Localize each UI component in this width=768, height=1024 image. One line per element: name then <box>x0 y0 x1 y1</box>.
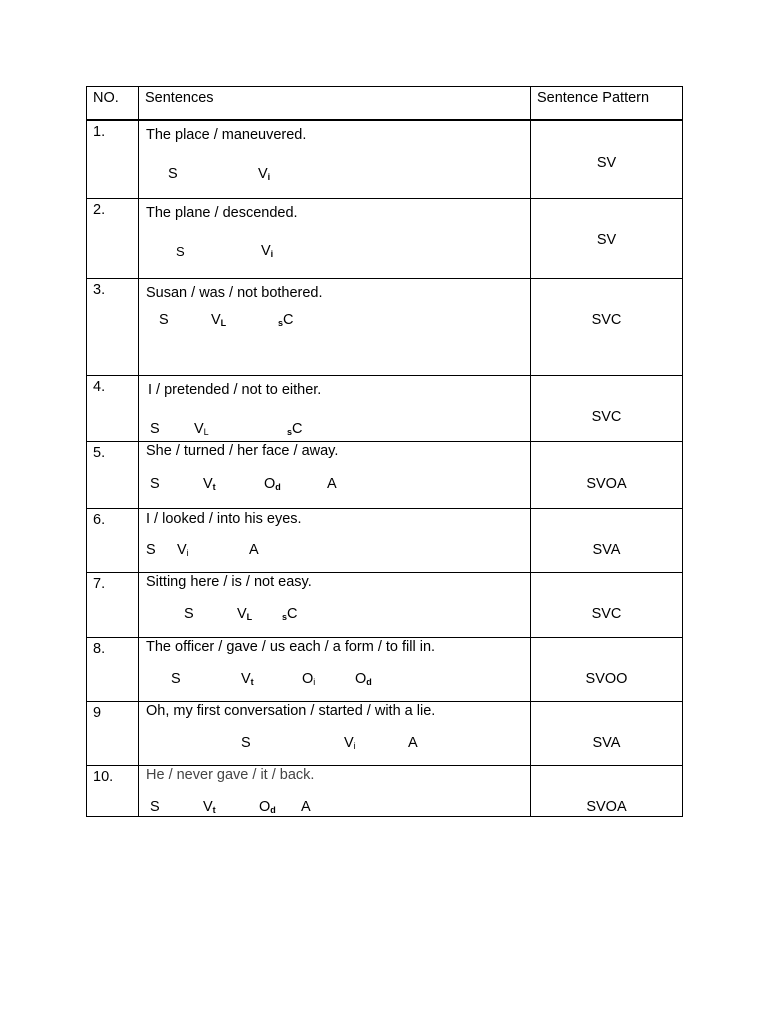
sentence-pattern: SV <box>596 154 617 171</box>
table-row <box>87 442 683 509</box>
tag-verb: $V_i$ <box>344 735 356 751</box>
tag-subject: S <box>176 244 185 259</box>
tag-adverbial: A <box>327 476 337 492</box>
tag-subject: S <box>150 421 160 437</box>
table-row <box>87 702 683 766</box>
tag-verb: $V_i$ <box>177 542 189 558</box>
tag-subject: S <box>150 476 160 492</box>
row-number: 3. <box>93 282 106 298</box>
tag-verb: $V_L$ <box>237 606 253 622</box>
row-number: 8. <box>93 641 106 657</box>
tag-subject: S <box>241 735 251 751</box>
tag-verb: $V_t$ <box>203 476 216 492</box>
tag-object: $O_d$ <box>264 476 281 492</box>
sentence-text: The plane / descended. <box>146 205 298 221</box>
tag-verb: $V_t$ <box>241 671 254 687</box>
row-number: 10. <box>93 769 114 785</box>
tag-complement: sC <box>287 421 303 437</box>
table-row <box>87 199 683 279</box>
table-row <box>87 766 683 817</box>
sentence-text: The place / maneuvered. <box>146 126 307 143</box>
tag-verb: $V_i$ <box>261 243 274 259</box>
row-number: 9 <box>93 705 102 721</box>
sentence-text: I / pretended / not to either. <box>148 382 322 398</box>
row-number: 7. <box>93 576 106 592</box>
table-row <box>87 509 683 573</box>
sentence-pattern: SVA <box>592 735 621 751</box>
tag-subject: S <box>171 671 181 687</box>
sentence-pattern: SVOA <box>586 476 627 492</box>
tag-indirect-object: $O_i$ <box>302 671 316 687</box>
row-number: 2. <box>93 202 106 218</box>
table-row <box>87 573 683 638</box>
header-no: NO. <box>93 90 119 106</box>
tag-verb: $V_L$ <box>211 312 227 328</box>
tag-subject: S <box>146 542 156 558</box>
tag-subject: S <box>184 606 194 622</box>
sentence-text: She / turned / her face / away. <box>146 443 339 459</box>
table-row <box>87 376 683 442</box>
tag-verb: $V_i$ <box>258 165 271 182</box>
sentence-text: He / never gave / it / back. <box>146 767 315 783</box>
table-row <box>87 120 683 199</box>
sentence-pattern: SVA <box>592 542 621 558</box>
tag-verb: $V_L$ <box>194 421 209 437</box>
tag-complement: sC <box>278 312 294 328</box>
tag-adverbial: A <box>301 799 311 815</box>
tag-subject: S <box>150 799 160 815</box>
sentence-pattern: SV <box>596 232 617 248</box>
sentence-pattern: SVOO <box>585 671 628 687</box>
sentence-pattern: SVC <box>591 312 622 328</box>
row-number: 5. <box>93 445 106 461</box>
row-number: 6. <box>93 512 106 528</box>
sentence-pattern-table <box>86 86 683 817</box>
sentence-text: Sitting here / is / not easy. <box>146 574 312 590</box>
table-row <box>87 638 683 702</box>
tag-adverbial: A <box>408 735 418 751</box>
tag-complement: sC <box>282 606 298 622</box>
tag-direct-object: $O_d$ <box>355 671 372 687</box>
sentence-pattern: SVOA <box>586 799 627 815</box>
sentence-pattern: SVC <box>591 606 622 622</box>
table-header-row <box>87 87 683 120</box>
tag-adverbial: A <box>249 542 259 558</box>
row-number: 4. <box>93 379 106 395</box>
header-sentences: Sentences <box>145 90 214 106</box>
sentence-text: Oh, my first conversation / started / with a lie. <box>146 703 436 719</box>
tag-verb: $V_t$ <box>203 799 216 815</box>
table-row <box>87 279 683 376</box>
tag-object: $O_d$ <box>259 799 276 815</box>
header-pattern: Sentence Pattern <box>537 90 650 106</box>
header-no-cell <box>87 87 139 120</box>
header-pattern-cell <box>531 87 683 120</box>
sentence-pattern: SVC <box>591 409 622 425</box>
row-number: 1. <box>93 123 106 140</box>
tag-subject: S <box>168 165 178 182</box>
sentence-text: The officer / gave / us each / a form / to fill in. <box>146 639 436 655</box>
header-sentences-cell <box>139 87 531 120</box>
sentence-text: Susan / was / not bothered. <box>146 285 323 301</box>
tag-subject: S <box>159 312 169 328</box>
sentence-text: I / looked / into his eyes. <box>146 511 302 527</box>
